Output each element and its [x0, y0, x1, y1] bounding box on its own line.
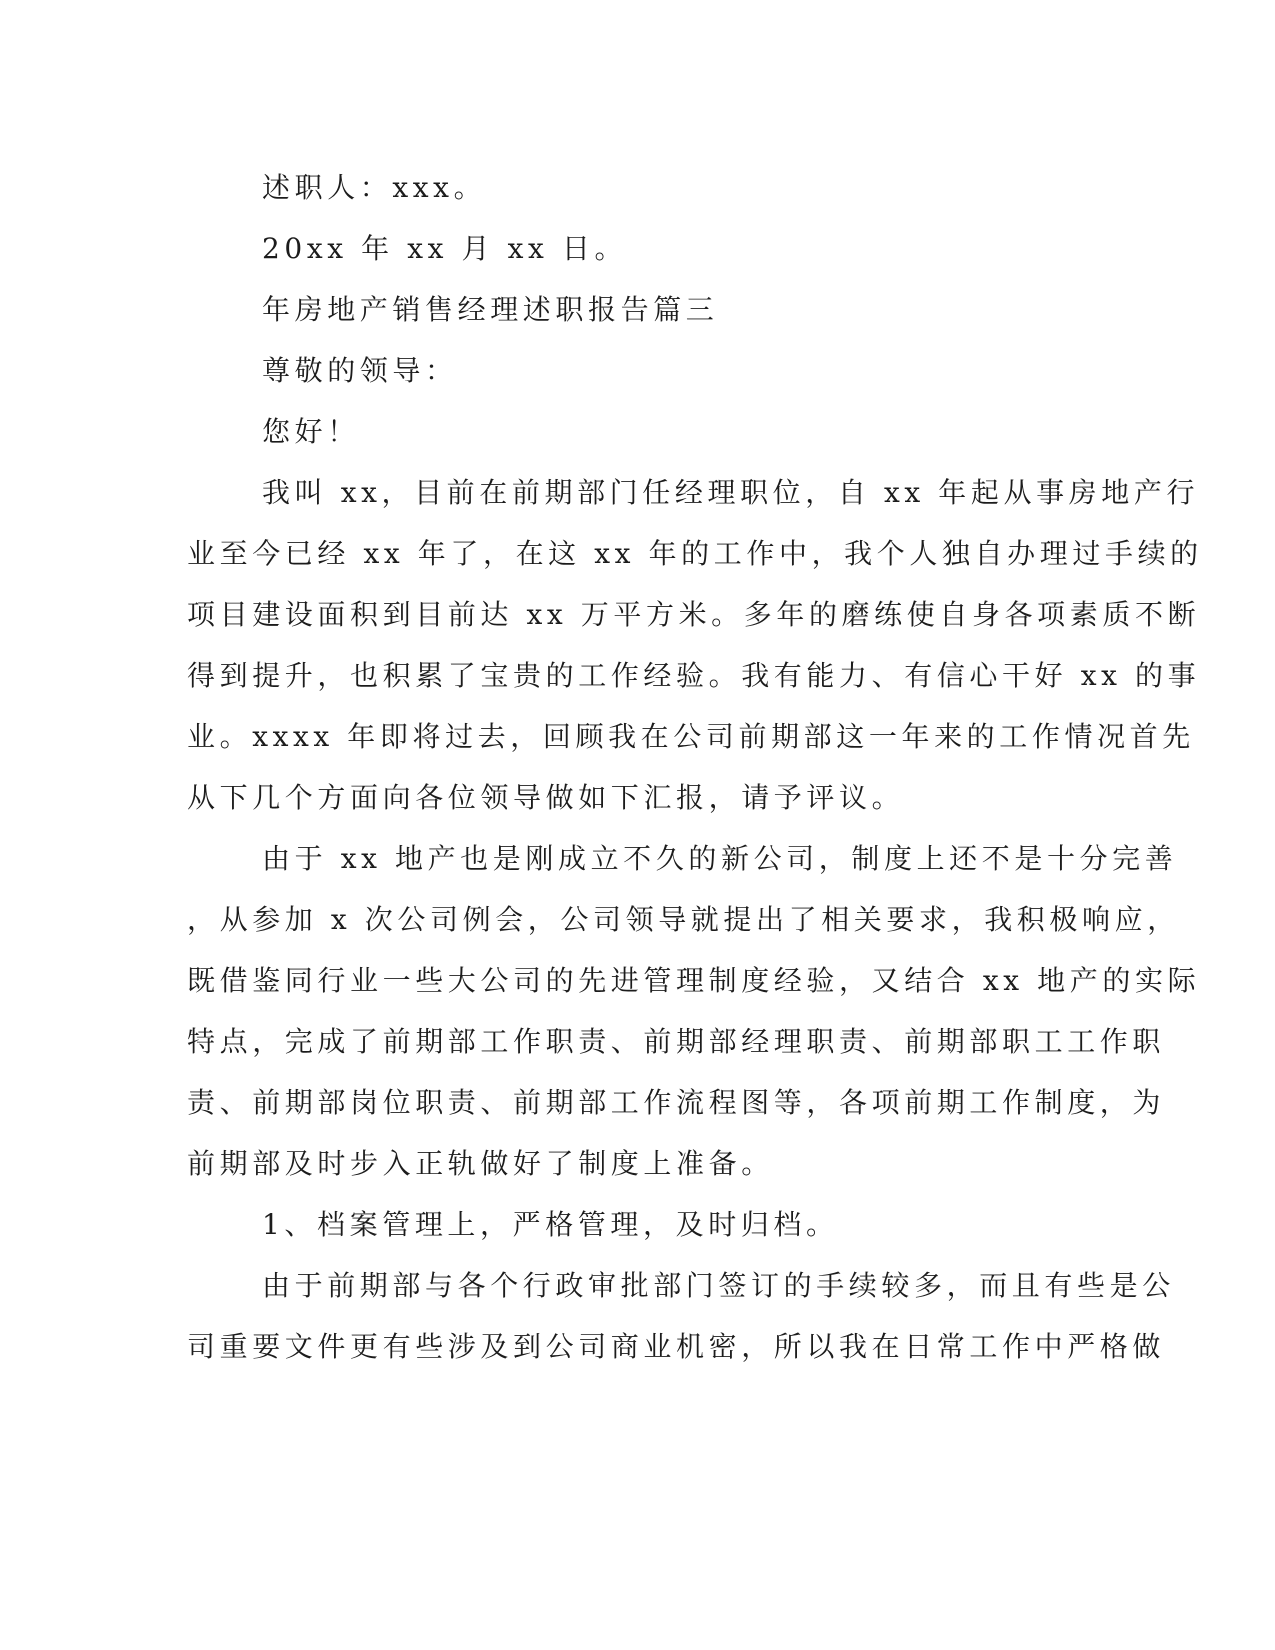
- salutation: 尊敬的领导：: [262, 354, 458, 387]
- paragraph-line: 特点，完成了前期部工作职责、前期部经理职责、前期部职工工作职: [187, 1025, 1166, 1058]
- paragraph-line: 得到提升，也积累了宝贵的工作经验。我有能力、有信心干好 xx 的事: [187, 659, 1201, 692]
- paragraph-system-building: [187, 828, 1201, 1194]
- paragraph-archive-details: [187, 1255, 1175, 1377]
- paragraph-line: ，从参加 x 次公司例会，公司领导就提出了相关要求，我积极响应，: [187, 903, 1180, 936]
- paragraph-line: 责、前期部岗位职责、前期部工作流程图等，各项前期工作制度，为: [187, 1086, 1166, 1119]
- paragraph-line: 业至今已经 xx 年了，在这 xx 年的工作中，我个人独自办理过手续的: [187, 537, 1203, 570]
- paragraph-line: 司重要文件更有些涉及到公司商业机密，所以我在日常工作中严格做: [187, 1330, 1166, 1363]
- document-body: [187, 157, 1203, 1377]
- paragraph-line: 我叫 xx，目前在前期部门任经理职位，自 xx 年起从事房地产行: [262, 476, 1200, 509]
- paragraph-line: 业。xxxx 年即将过去，回顾我在公司前期部这一年来的工作情况首先: [187, 720, 1195, 753]
- subheading-archive-management: 1、档案管理上，严格管理，及时归档。: [262, 1208, 839, 1241]
- paragraph-line: 项目建设面积到目前达 xx 万平方米。多年的磨练使自身各项素质不断: [187, 598, 1201, 631]
- paragraph-introduction: [187, 462, 1203, 828]
- paragraph-line: 前期部及时步入正轨做好了制度上准备。: [187, 1147, 774, 1180]
- section-title: 年房地产销售经理述职报告篇三: [262, 293, 719, 326]
- greeting: 您好！: [262, 415, 360, 448]
- paragraph-line: 从下几个方面向各位领导做如下汇报，请予评议。: [187, 781, 905, 814]
- paragraph-line: 由于 xx 地产也是刚成立不久的新公司，制度上还不是十分完善: [262, 842, 1178, 875]
- date-line: 20xx 年 xx 月 xx 日。: [262, 232, 628, 265]
- paragraph-line: 由于前期部与各个行政审批部门签订的手续较多，而且有些是公: [262, 1269, 1175, 1302]
- reporter-line: 述职人：xxx。: [262, 171, 487, 204]
- paragraph-line: 既借鉴同行业一些大公司的先进管理制度经验，又结合 xx 地产的实际: [187, 964, 1201, 997]
